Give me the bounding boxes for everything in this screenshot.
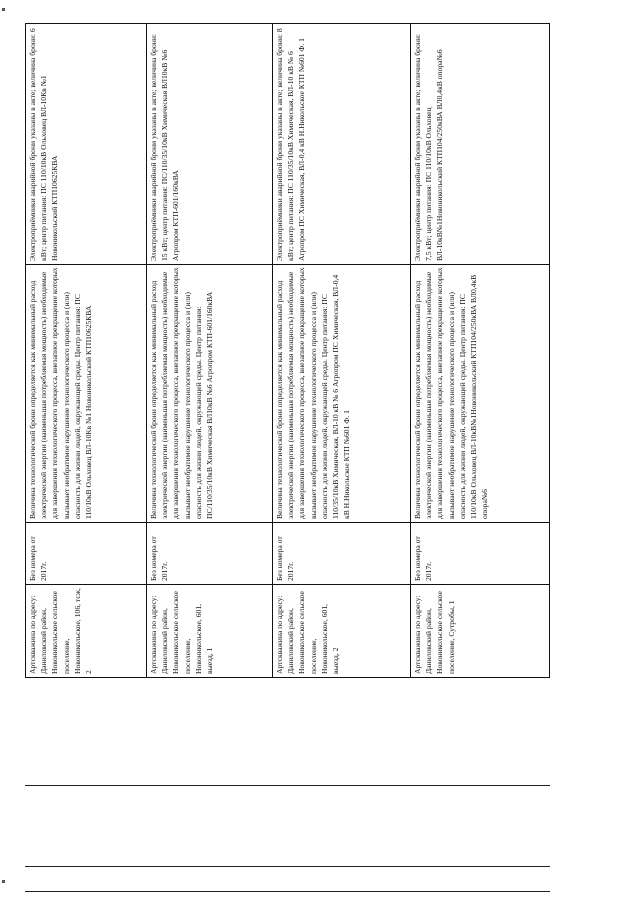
table-row xyxy=(147,24,273,677)
object-address-cell: Артскважина по адресу: Даниловский район, Новоникольское сельское поселение, Новоникольское, 601, выезд, 1 xyxy=(147,584,272,677)
act-number-cell: Без номера от 2017г. xyxy=(147,522,272,584)
table-row xyxy=(26,24,147,677)
signature-line xyxy=(25,891,550,892)
rotated-table-frame xyxy=(25,23,550,678)
emergency-reserve-cell: Электроприёмники аварийной брони указаны в акте; величина брони: 15 кВт; центр питания: ПС/110/35/10кВ Химическая ВЛ10кВ №6 Агропром КТП-601/160кВА xyxy=(149,34,181,261)
emergency-reserve-cell: Электроприёмники аварийной брони указаны в акте; величина брони: 7,5 кВт; центр питания: ПС 110/10кВ Ольховец ВЛ-10кВ№1Новоникольский КТП104/250кВА ВЛ0,4кВ опора№6 xyxy=(413,34,445,261)
scan-edge-mark xyxy=(2,8,5,11)
technological-reserve-cell: Величина технологической брони определяется как минимальный расход электрической энергии (наименьшая потребляемая мощность) необходимые для завершения технологического процесса, внезапное прекращение которых вызывает необратимое нарушение технологического процесса и (или) опасность для жизни людей, окружающей среды. Центр питания: ПС 110/10кВ Ольховец ВЛ-10Кв №1 Новоникольский КТП10625КВА xyxy=(26,264,146,522)
object-address-cell: Артскважина по адресу: Даниловский район, Новоникольское сельское поселение, Новоникольское, 601, выезд, 2 xyxy=(273,584,410,677)
signature-line xyxy=(25,866,550,867)
table-row xyxy=(411,24,549,677)
object-address-cell: Артскважина по адресу: Даниловский район, Новоникольское сельское поселение, Сутробы, 1 xyxy=(411,584,549,677)
emergency-reserve-cell: Электроприёмники аварийной брони указаны в акте; величина брони: 6 кВт; центр питания: ПС 110/10кВ Ольховец ВЛ-10Кв №1 Новоникольский КТП10625КВА xyxy=(28,28,60,261)
technological-reserve-cell: Величина технологической брони определяется как минимальный расход электрической энергии (наименьшая потребляемая мощность) необходимые для завершения технологического процесса, внезапное прекращение которых вызывает необратимое нарушение технологического процесса и (или) опасность для жизни людей, окружающей среды. Центр питания: ПС 110/10кВ Ольховец ВЛ-10кВ№1Новоникольский КТП104/250кВА ВЛ0,4кВ опора№6 xyxy=(411,264,549,522)
technological-reserve-cell: Величина технологической брони определяется как минимальный расход электрической энергии (наименьшая потребляемая мощность) необходимые для завершения технологического процесса, внезапное прекращение которых вызывает необратимое нарушение технологического процесса и (или) опасность для жизни людей, окружающей среды. Центр питания: ПС 110/35/10кВ Химическая, ВЛ-10 кВ № 6 Агропром ПС Химическая, ВЛ-0,4 кВ Н.Никольское КТП №601 Ф. 1 xyxy=(273,264,410,522)
act-number-cell: Без номера от 2017г. xyxy=(411,522,549,584)
table-row xyxy=(273,24,411,677)
reservation-table xyxy=(25,23,550,678)
technological-reserve-cell: Величина технологической брони определяется как минимальный расход электрической энергии (наименьшая потребляемая мощность) необходимые для завершения технологического процесса, внезапное прекращение которых вызывает необратимое нарушение технологического процесса и (или) опасность для жизни людей, окружающей среды. Центр питания: ПС/110/35/10кВ Химическая ВЛ10кВ №6 Агропром КТП-601/160кВА xyxy=(147,264,272,522)
scan-edge-mark xyxy=(2,880,5,883)
signature-line xyxy=(25,785,550,786)
act-number-cell: Без номера от 2017г. xyxy=(273,522,410,584)
object-address-cell: Артскважина по адресу: Даниловский район, Новоникольское сельское поселение, Новоникольское, 106, тсж, 2 xyxy=(26,584,146,677)
act-number-cell: Без номера от 2017г. xyxy=(26,522,146,584)
emergency-reserve-cell: Электроприёмники аварийной брони указаны в акте; величина брони: 8 кВт; центр питания: ПС 110/35/10кВ Химическая, ВЛ-10 кВ № 6 Агропром ПС Химическая, ВЛ-0,4 кВ Н.Никольское КТП №601 Ф. 1 xyxy=(275,28,307,261)
